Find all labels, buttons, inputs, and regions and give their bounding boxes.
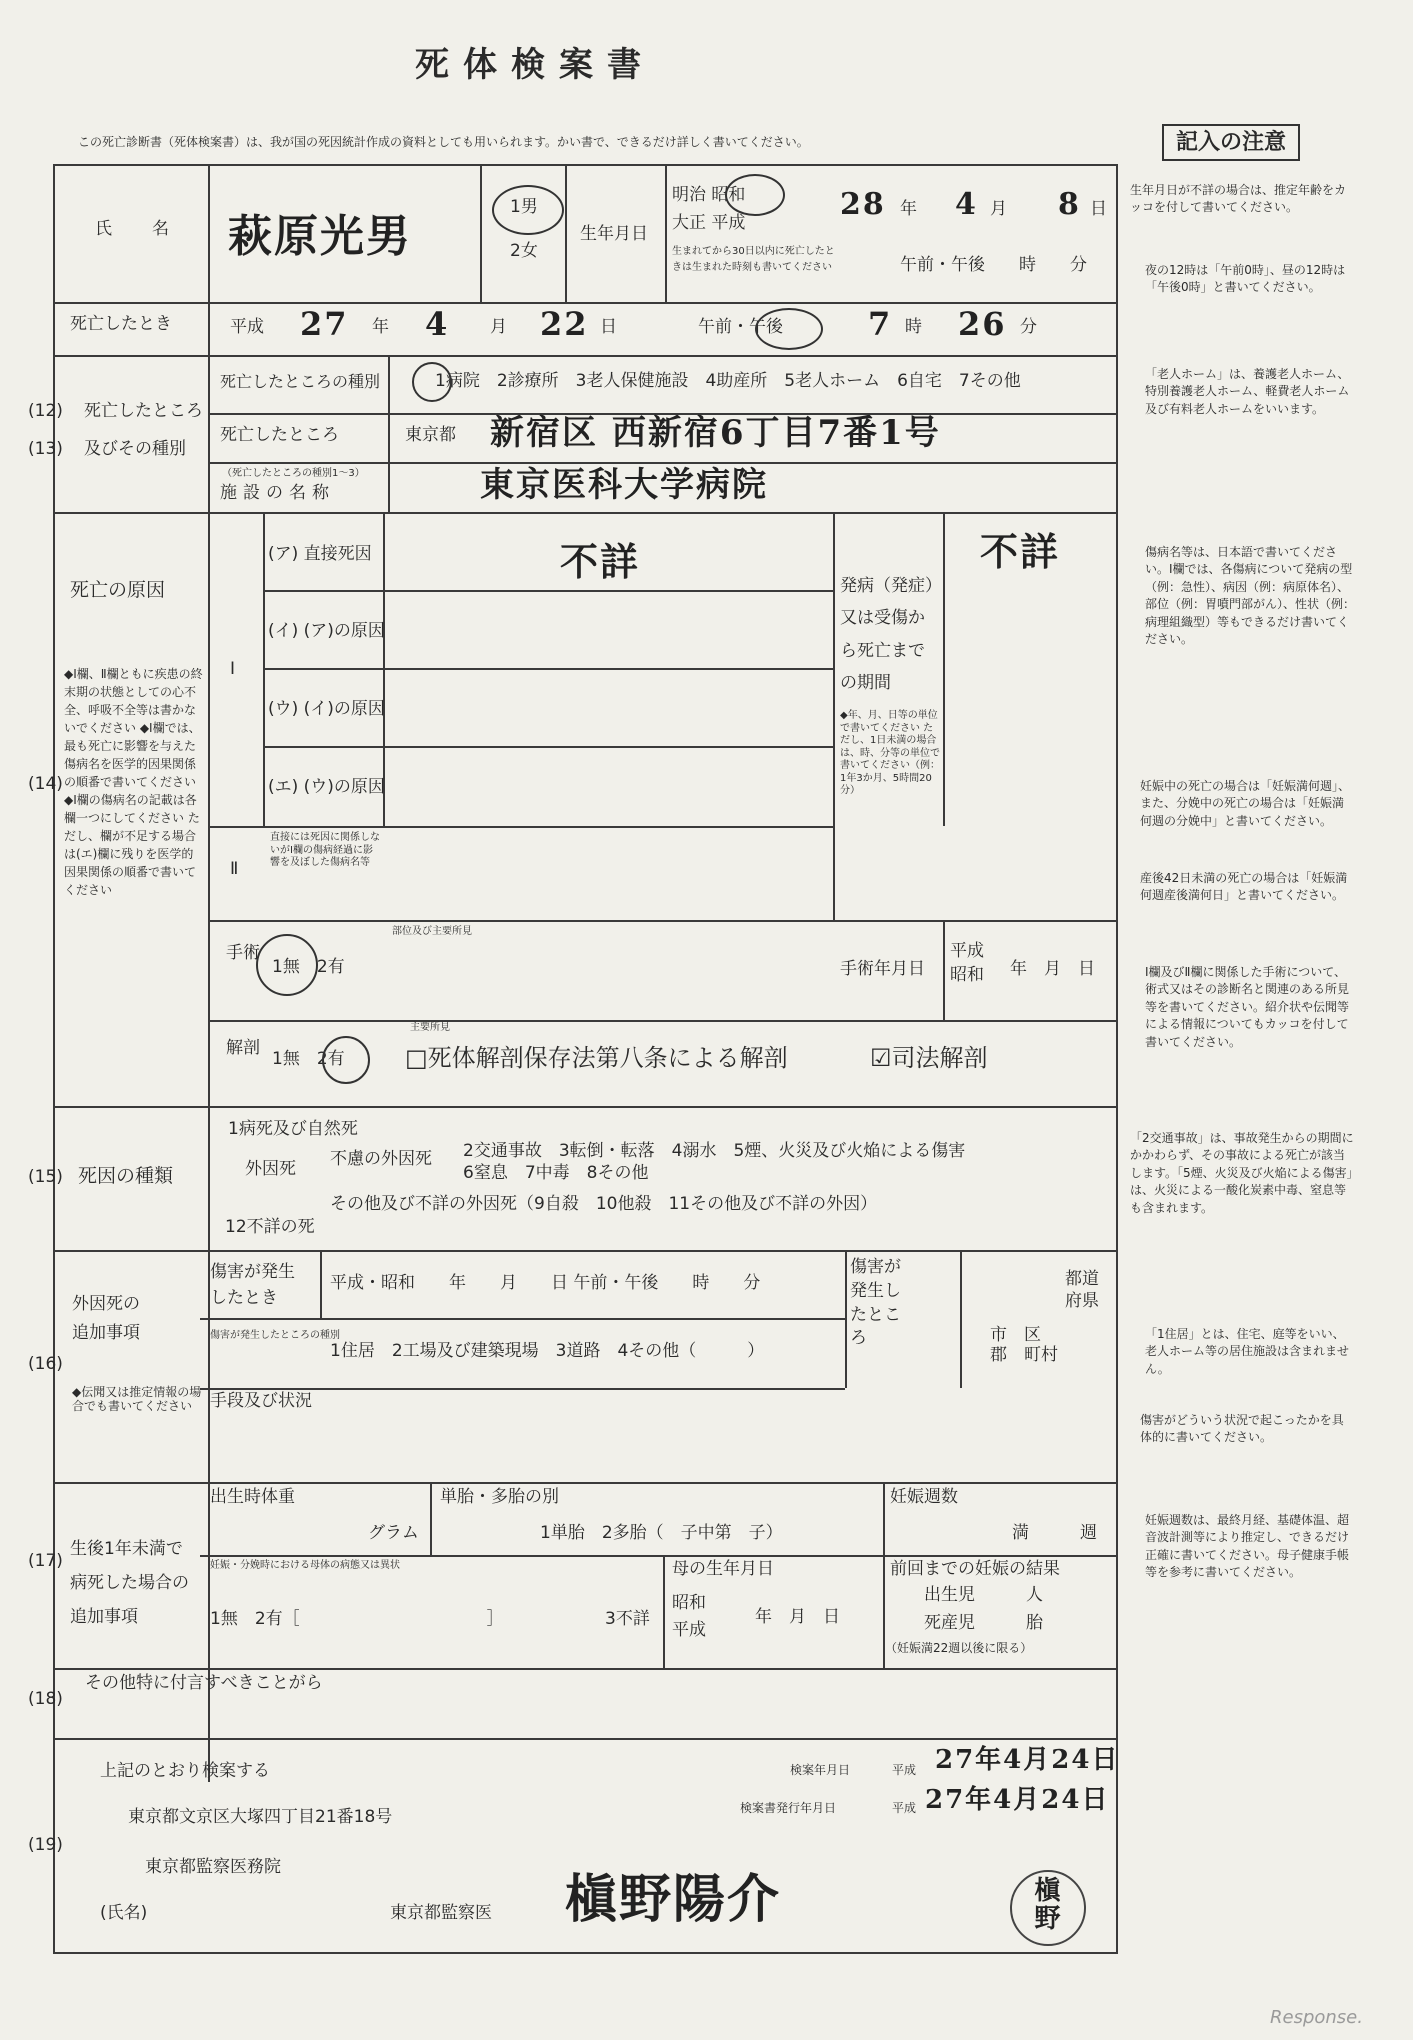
death-year-value: 27 [300, 305, 349, 343]
facility-name-label: 施設の名称 [220, 483, 335, 503]
kind-external-label: 外因死 [245, 1159, 296, 1179]
row-number-15: (15) [28, 1167, 63, 1187]
onset-period-note: ◆年、月、日等の単位で書いてください ただし、1日未満の場合は、時、分等の単位で書いてください（例：1年3か月、5時間20分） [840, 710, 940, 796]
birthdate-label: 生年月日 [580, 224, 648, 244]
cause-of-a-label: (イ) (ア)の原因 [268, 621, 385, 641]
part-one-label: Ⅰ [230, 659, 236, 679]
place-address-label: 死亡したところ [220, 425, 339, 445]
signer-name-label: (氏名) [100, 1903, 148, 1923]
examination-date-era: 平成 [892, 1763, 917, 1777]
form-border-left [53, 164, 55, 1954]
maternal-condition-options: 1無 2有［ ］ [210, 1609, 504, 1629]
personal-seal [1010, 1870, 1086, 1946]
death-month-unit: 月 [490, 317, 507, 337]
death-hour-unit: 時 [905, 317, 922, 337]
seal-text: 槇野 [1030, 1876, 1060, 1932]
maternal-condition-unknown: 3不詳 [605, 1609, 650, 1629]
facility-name-value: 東京医科大学病院 [480, 465, 768, 505]
row-number-17: (17) [28, 1551, 63, 1571]
previous-pregnancy-note: （妊娠満22週以後に限る） [885, 1641, 1033, 1655]
mother-birthdate-label: 母の生年月日 [672, 1559, 774, 1579]
name-label: 氏名 [95, 219, 209, 239]
gestation-weeks-unit: 満 週 [1012, 1523, 1097, 1543]
examination-date-value: 27年4月24日 [935, 1745, 1120, 1775]
row-number-14: (14) [28, 774, 63, 794]
form-title: 死体検案書 [415, 45, 655, 85]
row-number-16: (16) [28, 1354, 63, 1374]
note-midnight: 夜の12時は「午前0時」、昼の12時は「午後0時」と書いてください。 [1145, 263, 1346, 295]
office-name: 東京都監察医務院 [145, 1857, 281, 1877]
note-nursing-home: 「老人ホーム」は、養護老人ホーム、特別養護老人ホーム、軽費老人ホーム及び有料老人ホームをいいます。 [1145, 367, 1350, 416]
examination-statement: 上記のとおり検案する [100, 1761, 270, 1781]
place-type-label: 死亡したところの種別 [220, 372, 381, 391]
note-postpartum: 産後42日未満の死亡の場合は「妊娠満何週産後満何日」と書いてください。 [1140, 871, 1348, 903]
injury-place-type-label: 傷害が発生したところの種別 [210, 1330, 340, 1341]
place-type-options: 1病院 2診療所 3老人保健施設 4助産所 5老人ホーム 6自宅 7その他 [435, 371, 1021, 391]
birth-weight-unit: グラム [368, 1523, 419, 1543]
note-birthdate: 生年月日が不詳の場合は、推定年齢をカッコを付して書いてください。 [1130, 183, 1347, 215]
filling-notes-heading: 記入の注意 [1162, 124, 1300, 161]
birth-note-2: きは生まれた時刻も書いてください [672, 262, 832, 273]
cause-of-c-label: (エ) (ウ)の原因 [268, 777, 385, 797]
death-month-value: 4 [425, 305, 450, 343]
note-circumstances: 傷害がどういう状況で起こったかを具体的に書いてください。 [1140, 1413, 1344, 1445]
death-ampm: 午前・午後 [698, 317, 783, 337]
row-number-13: (13) [28, 439, 63, 459]
multiple-birth-label: 単胎・多胎の別 [440, 1487, 559, 1507]
note-pregnancy: 妊娠中の死亡の場合は「妊娠満何週」、また、分娩中の死亡の場合は「妊娠満何週の分娩中」と書いてください。 [1140, 779, 1351, 828]
issue-date-value: 27年4月24日 [925, 1785, 1110, 1815]
injury-time-label: 傷害が発生 したとき [210, 1262, 295, 1308]
injury-place-label: 傷害が発生したところ [850, 1257, 901, 1349]
surgery-date-label: 手術年月日 [840, 959, 925, 979]
autopsy-label: 解剖 [226, 1038, 260, 1058]
part-two-instructions: 直接には死因に関係しないがⅠ欄の傷病経過に影響を及ぼした傷病名等 [270, 832, 380, 868]
kind-of-death-label: 死因の種類 [78, 1165, 174, 1187]
surgery-date-fields: 年 月 日 [1010, 959, 1095, 979]
infant-section-label: 生後1年未満で 病死した場合の 追加事項 [70, 1539, 189, 1627]
place-address-value: 新宿区 西新宿6丁目7番1号 [490, 413, 941, 453]
place-of-death-label-2: 及びその種別 [84, 439, 186, 459]
other-remarks-label: その他特に付言すべきことがら [85, 1673, 323, 1693]
deceased-name: 萩原光男 [228, 211, 412, 262]
note-gestation: 妊娠週数は、最終月経、基礎体温、超音波計測等により推定し、できるだけ正確に書いてください。母子健康手帳等を参考に書いてください。 [1145, 1513, 1350, 1580]
form-intro-note: この死亡診断書（死体検案書）は、我が国の死因統計作成の資料としても用いられます。かい書で、できるだけ詳しく書いてください。 [78, 135, 809, 149]
birth-year-value: 28 [840, 187, 886, 222]
previous-pregnancy-label: 前回までの妊娠の結果 [890, 1559, 1060, 1579]
autopsy-options: 1無 2有 [272, 1049, 345, 1069]
source-watermark: Response. [1270, 2007, 1363, 2028]
birth-note-1: 生まれてから30日以内に死亡したと [672, 246, 835, 257]
note-residence: 「1住居」とは、住宅、庭等をいい、老人ホーム等の居住施設は含まれません。 [1145, 1327, 1350, 1376]
birth-month-unit: 月 [990, 199, 1007, 219]
kind-accidental-options-2: 6窒息 7中毒 8その他 [463, 1163, 649, 1183]
surgery-date-era: 平成 昭和 [950, 941, 984, 985]
injury-place-city: 市 区 郡 町村 [990, 1325, 1058, 1365]
note-disease-names: 傷病名等は、日本語で書いてください。Ⅰ欄では、各傷病について発病の型（例：急性）、病因（例：病原体名）、部位（例：胃噴門部がん）、性状（例：病理組織型）等もできるだけ書いてください。 [1145, 545, 1356, 646]
direct-cause-label: (ア) 直接死因 [268, 544, 372, 564]
note-surgery: Ⅰ欄及びⅡ欄に関係した手術について、術式又はその診断名と関連のある所見等を書いてください。紹介状や伝聞等による情報についてもカッコを付して書いてください。 [1145, 965, 1350, 1049]
cause-of-death-label: 死亡の原因 [70, 579, 166, 601]
death-year-unit: 年 [372, 317, 389, 337]
autopsy-type-judicial: ☑司法解剖 [870, 1044, 988, 1072]
birth-weight-label: 出生時体重 [210, 1487, 295, 1507]
form-border-right [1116, 164, 1118, 1954]
signer-title: 東京都監察医 [390, 1903, 492, 1923]
death-time-label: 死亡したとき [70, 314, 172, 334]
surgery-none-mark [256, 934, 318, 996]
death-minute-unit: 分 [1020, 317, 1037, 337]
birth-time-fields: 午前・午後 時 分 [900, 255, 1087, 275]
issue-date-label: 検案書発行年月日 [740, 1801, 837, 1815]
maternal-condition-label: 妊娠・分娩時における母体の病態又は異状 [210, 1560, 400, 1571]
surgery-options: 1無 2有 [272, 957, 345, 977]
form-border-top [53, 164, 1118, 166]
mother-birthdate-fields: 年 月 日 [755, 1607, 840, 1627]
kind-other-options: その他及び不詳の外因死（9自殺 10他殺 11その他及び不詳の外因） [330, 1194, 878, 1214]
surgery-label: 手術 [226, 943, 260, 963]
birth-year-unit: 年 [900, 199, 917, 219]
onset-period-label: 発病（発症）又は受傷から死亡までの期間 [840, 576, 934, 693]
row-number-12: (12) [28, 401, 63, 421]
death-hour-value: 7 [868, 305, 893, 343]
external-additional-label: 外因死の 追加事項 [72, 1294, 140, 1343]
examination-date-label: 検案年月日 [790, 1763, 851, 1777]
place-of-death-label-1: 死亡したところ [84, 401, 203, 421]
sex-selected-mark [492, 185, 564, 235]
era-selected-mark [725, 174, 785, 216]
birth-day-value: 8 [1058, 187, 1081, 222]
autopsy-type-forensic: □死体解剖保存法第八条による解剖 [405, 1044, 788, 1072]
sex-option-female: 2女 [510, 241, 538, 261]
hospital-selected-mark [412, 362, 452, 402]
kind-unknown: 12不詳の死 [225, 1217, 315, 1237]
note-traffic: 「2交通事故」は、事故発生からの期間にかかわらず、その事故による死亡が該当します。「5煙、火災及び火焔による傷害」は、火災による一酸化炭素中毒、窒息等も含まれます。 [1130, 1131, 1354, 1215]
place-prefecture: 東京都 [405, 425, 456, 445]
cause-of-b-label: (ウ) (イ)の原因 [268, 699, 385, 719]
cause-instructions: ◆Ⅰ欄、Ⅱ欄ともに疾患の終末期の状態としての心不全、呼吸不全等は書かないでください ◆Ⅰ欄では、最も死亡に影響を与えた傷病名を医学的因果関係の順番で書いてください ◆Ⅰ欄の傷病名の記載は各欄一つにしてください ただし、欄が不足する場合は(エ)欄に残りを医学的因果関係の順番で書いてください [64, 667, 203, 897]
previous-live-births: 出生児 人 [924, 1585, 1043, 1605]
direct-cause-value: 不詳 [560, 539, 641, 584]
kind-natural: 1病死及び自然死 [228, 1119, 358, 1139]
mother-birthdate-era: 昭和 平成 [672, 1593, 706, 1641]
signer-name-signature: 槇野陽介 [565, 1869, 782, 1930]
injury-place-options: 1住居 2工場及び建築現場 3道路 4その他（ ） [330, 1341, 765, 1361]
row-number-18: (18) [28, 1689, 63, 1709]
era-options-1: 明治 昭和 [672, 185, 746, 205]
era-options-2: 大正 平成 [672, 213, 746, 233]
multiple-birth-options: 1単胎 2多胎（ 子中第 子） [540, 1523, 783, 1543]
row-number-19: (19) [28, 1835, 63, 1855]
death-era: 平成 [230, 317, 264, 337]
autopsy-findings-label: 主要所見 [410, 1022, 450, 1033]
kind-accidental-options-1: 2交通事故 3転倒・転落 4溺水 5煙、火災及び火焔による傷害 [463, 1141, 966, 1161]
surgery-findings-label: 部位及び主要所見 [392, 926, 472, 937]
external-hearsay-note: ◆伝聞又は推定情報の場合でも書いてください [72, 1385, 202, 1413]
death-minute-value: 26 [958, 305, 1007, 343]
part-two-label: Ⅱ [230, 859, 239, 879]
injury-time-fields: 平成・昭和 年 月 日 午前・午後 時 分 [330, 1273, 761, 1293]
onset-period-value: 不詳 [980, 529, 1061, 574]
kind-accidental-label: 不慮の外因死 [330, 1149, 432, 1169]
birth-day-unit: 日 [1090, 199, 1107, 219]
birth-month-value: 4 [955, 187, 978, 222]
facility-label-note: （死亡したところの種別1～3） [222, 468, 365, 479]
death-day-unit: 日 [600, 317, 617, 337]
previous-stillbirths: 死産児 胎 [924, 1613, 1043, 1633]
injury-means-label: 手段及び状況 [210, 1391, 312, 1411]
gestation-weeks-label: 妊娠週数 [890, 1487, 958, 1507]
autopsy-yes-mark [322, 1036, 370, 1084]
form-border-bottom [53, 1952, 1118, 1954]
pm-selected-mark [755, 308, 823, 350]
injury-place-prefecture: 都道 府県 [1065, 1269, 1099, 1312]
sex-option-male: 1男 [510, 197, 538, 217]
issue-date-era: 平成 [892, 1801, 917, 1815]
death-day-value: 22 [540, 305, 589, 343]
office-address: 東京都文京区大塚四丁目21番18号 [128, 1807, 393, 1827]
